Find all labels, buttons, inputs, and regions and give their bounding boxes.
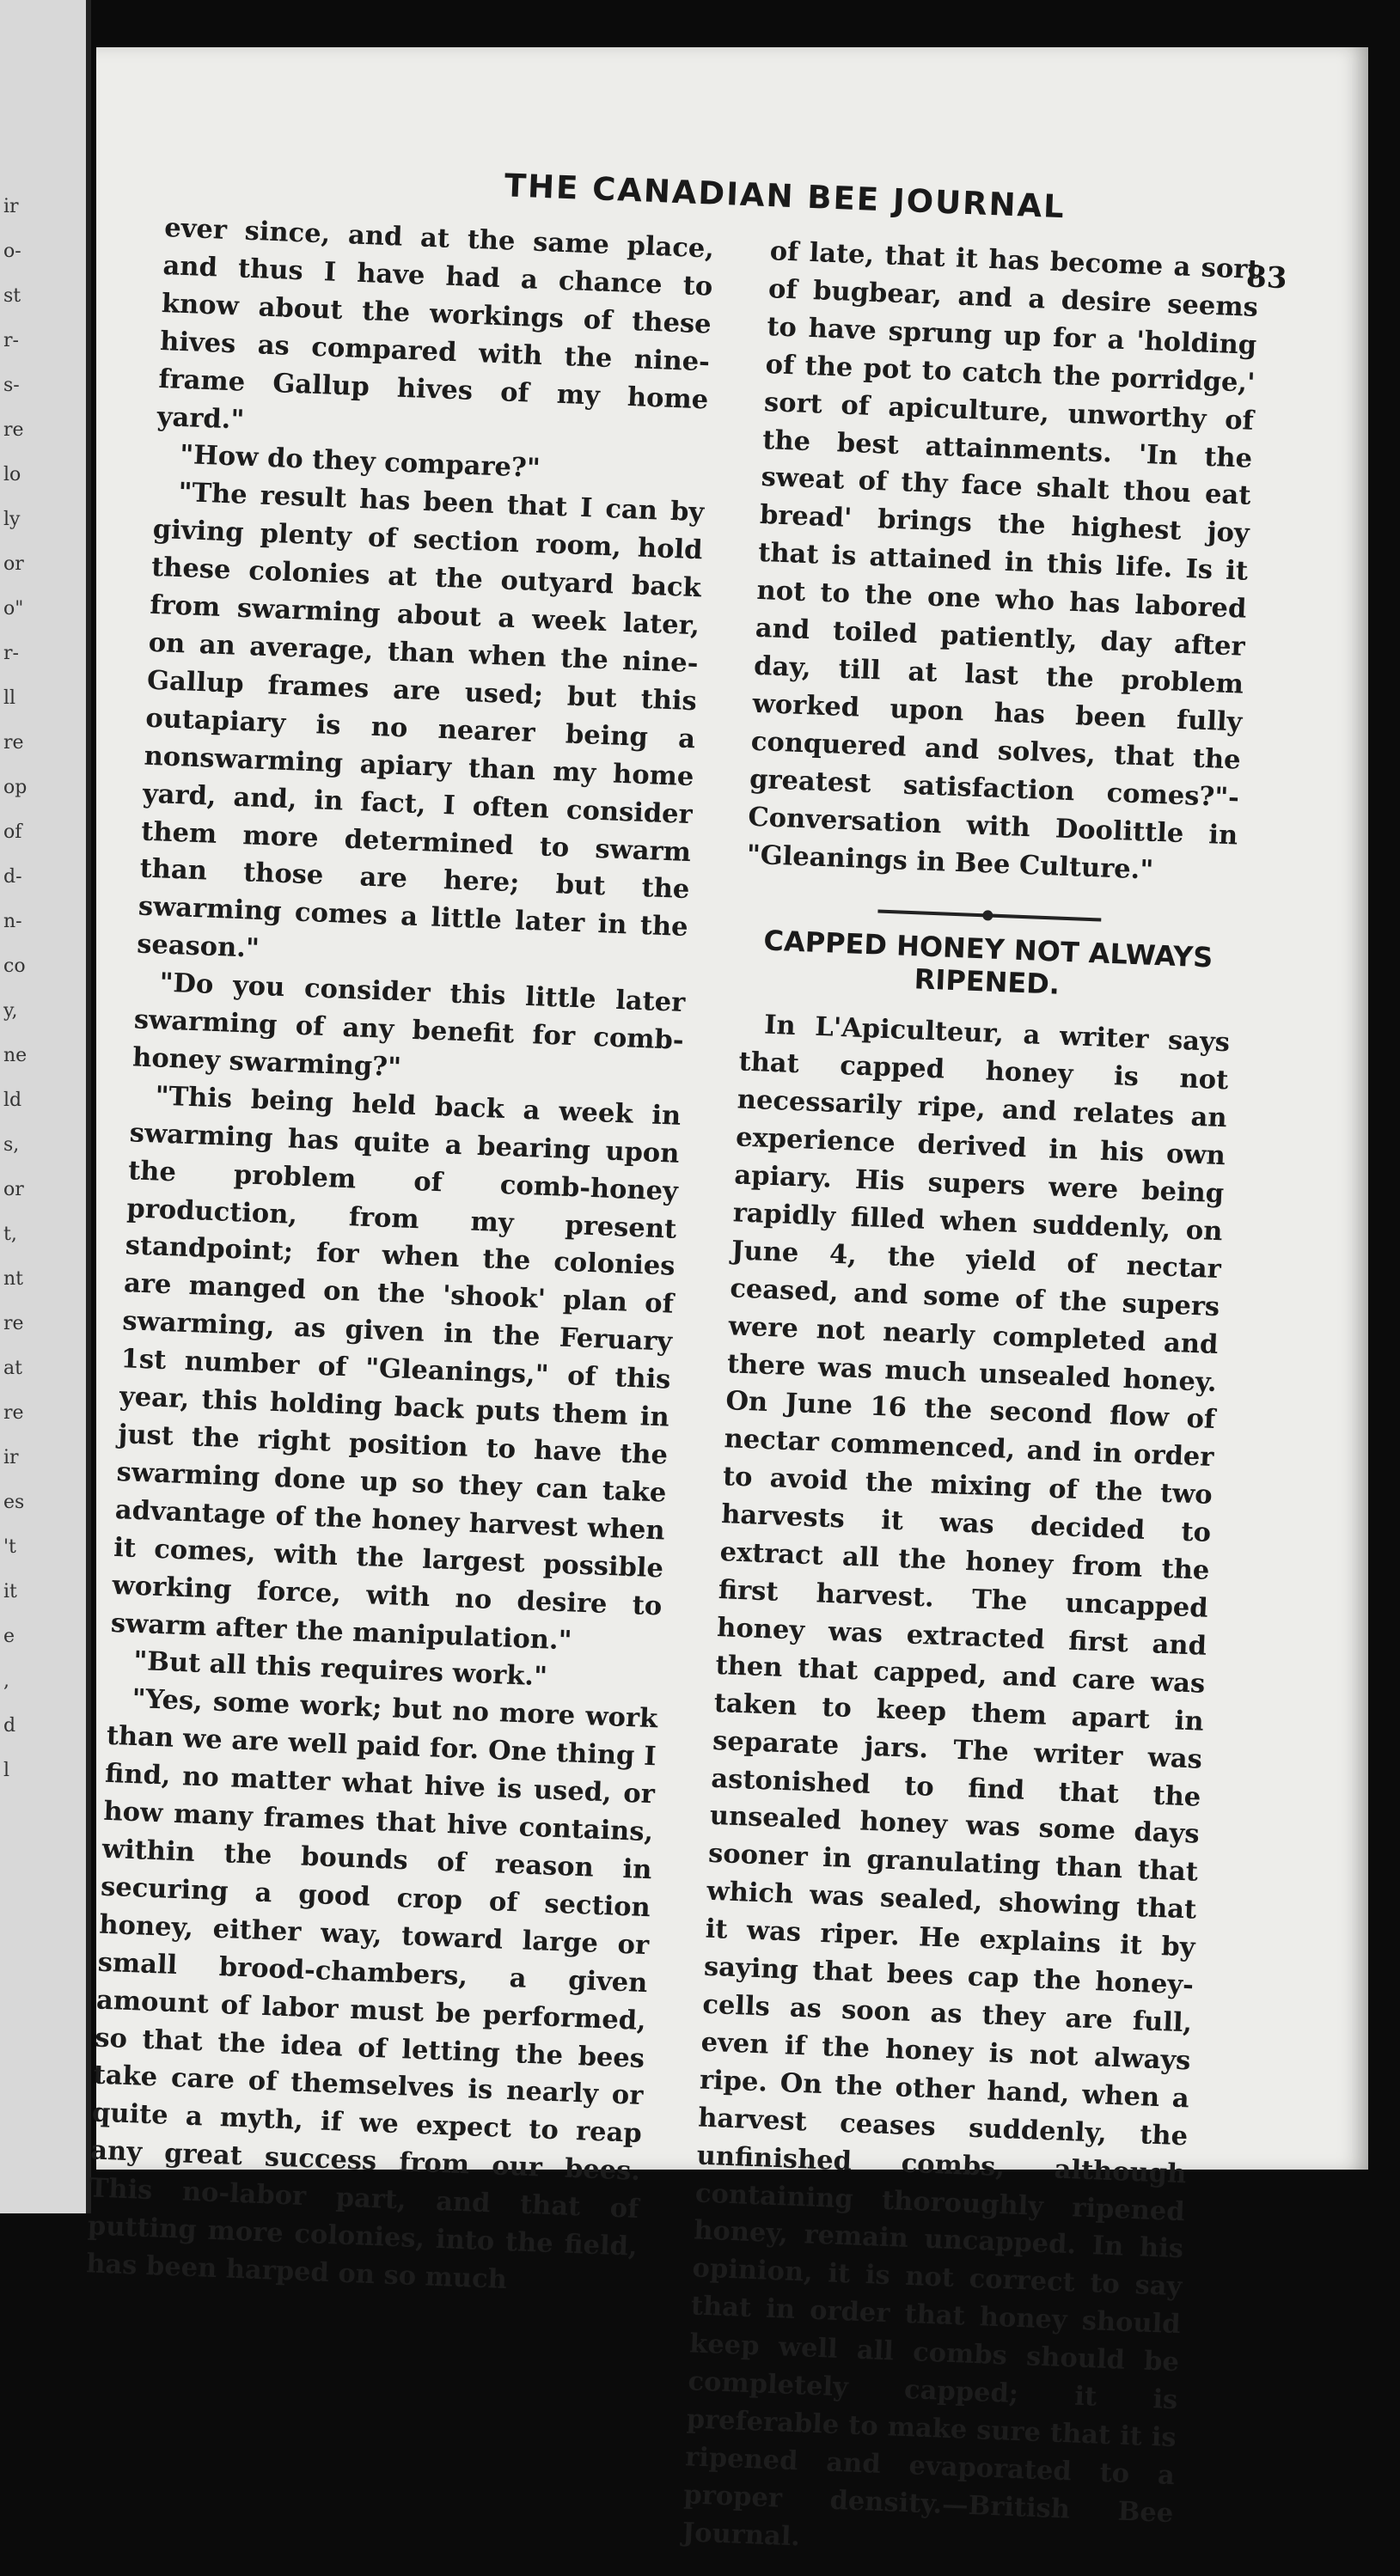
- margin-fragment: re: [3, 1313, 24, 1334]
- paragraph: "Yes, some work; but no more work than we are well paid for. One thing I find, no matter what hive is used, or how many frames that hive contains, within the bounds of reason in securing a good crop of section honey, either way, toward large or small brood-chambers, a given amount of labor must be performed, so that the idea of letting the bees take care of themselves is nearly or quite a myth, if we expect to reap any great success from our bees. This no-labor part, and that of putting more colonies, into the field, has been harped on so much: [85, 1683, 658, 2296]
- margin-fragment: or: [3, 1179, 24, 1200]
- paragraph: "How do they compare?": [179, 439, 541, 485]
- margin-fragment: e: [3, 1626, 15, 1647]
- running-header: THE CANADIAN BEE JOURNAL: [504, 167, 1067, 226]
- paragraph: In L'Apiculteur, a writer says that capped honey is not necessarily ripe, and relates an experience derived in his own apiary. His supers were being rapidly filled when suddenly, on June 4, the yield of nectar ceased, and some of the supers were not nearly completed and there was much unsealed honey. On June 16 the second flow of nectar commenced, and in order to avoid the mixing of the two harvests it was decided to extract all the honey from the first harvest. The uncapped honey was extracted first and then that capped, and care was taken to keep them apart in separate jars. The writer was astonished to find that the unsealed honey was some days sooner in granulating than that which was sealed, showing that it was riper. He explains it by saying that bees cap the honey-cells as soon as they are full, even if the honey is not always ripe. On the other hand, when a harvest ceases suddenly, the unfinished combs, although containing thoroughly ripened honey, remain uncapped. In his opinion, it is not correct to say that in order that honey should keep well all combs should be completely capped; it is preferable to make sure that it is ripened and evaporated to a proper density.—British Bee Journal.: [682, 1009, 1231, 2553]
- right-column: [682, 233, 1260, 2570]
- margin-fragment: l: [3, 1760, 10, 1781]
- margin-fragment: r-: [3, 643, 19, 664]
- margin-fragment: n-: [3, 911, 22, 932]
- margin-fragment: r-: [3, 330, 19, 351]
- paragraph: of late, that it has become a sort of bugbear, and a desire seems to have sprung up for a 'holding of the pot to catch the porridge,' sort of apiculture, unworthy of the best attainments. 'In the sweat of thy face shalt thou eat bread' brings the highest joy that is attained in this life. Is it not to the one who has labored and toiled patiently, day after day, till at last the problem worked upon has been fully conquered and solves, that the greatest satisfaction comes?"-Conversation with Doolittle in "Gleanings in Bee Culture.": [746, 235, 1261, 886]
- margin-fragment: nt: [3, 1268, 24, 1290]
- margin-fragment: lo: [3, 464, 21, 485]
- margin-fragment: s-: [3, 375, 20, 396]
- section-title: CAPPED HONEY NOT ALWAYS RIPENED.: [762, 924, 1214, 1002]
- margin-fragment: ne: [3, 1045, 28, 1066]
- margin-fragment: s,: [3, 1134, 20, 1156]
- margin-fragment: o": [3, 598, 24, 620]
- left-column: [85, 210, 714, 2304]
- margin-fragment: co: [3, 955, 26, 977]
- margin-fragment: t,: [3, 1224, 17, 1245]
- margin-fragment: ly: [3, 509, 21, 530]
- margin-fragment: op: [3, 777, 28, 798]
- margin-fragment: re: [3, 732, 24, 754]
- paragraph: "The result has been that I can by giving plenty of section room, hold these colonies at the outyard back from swarming about a week later, on an average, than when the nine-Gallup frames are used; but this outapiary is no nearer being a nonswarming apiary than my home yard, and, in fact, I often consider them more determined to swarm than those are here; but the swarming comes a little later in the season.": [136, 477, 705, 965]
- page-number: 83: [1245, 259, 1288, 296]
- margin-fragment: ,: [3, 1670, 9, 1692]
- margin-fragment: re: [3, 1402, 24, 1424]
- margin-fragment: ll: [3, 687, 16, 709]
- paragraph: "Do you consider this little later swarming of any benefit for comb-honey swarming?": [131, 967, 686, 1084]
- margin-fragment: ld: [3, 1090, 22, 1111]
- margin-fragment: of: [3, 821, 22, 843]
- margin-fragment: it: [3, 1581, 17, 1602]
- margin-fragment: re: [3, 419, 24, 441]
- journal-page: [85, 47, 1368, 2553]
- margin-fragment: or: [3, 553, 24, 575]
- margin-fragment: st: [3, 285, 21, 307]
- paragraph: ever since, and at the same place, and thus I have had a chance to know about the workings of these hives as compared with the nine-frame Gallup hives of my home yard.": [156, 212, 715, 436]
- section-divider: [877, 910, 1101, 922]
- margin-fragment: ir: [3, 1447, 19, 1468]
- margin-fragment: y,: [3, 1000, 18, 1022]
- margin-fragment: at: [3, 1358, 22, 1379]
- margin-fragment: 't: [3, 1536, 16, 1558]
- paragraph: "But all this requires work.": [132, 1645, 548, 1693]
- margin-fragment: ir: [3, 196, 19, 217]
- margin-fragment: o-: [3, 241, 21, 262]
- margin-fragment: es: [3, 1492, 25, 1513]
- page-content: [48, 23, 1400, 2553]
- margin-fragment: d-: [3, 866, 22, 888]
- margin-fragment: d: [3, 1715, 16, 1737]
- paragraph: "This being held back a week in swarming has quite a bearing upon the problem of comb-honey production, from my present standpoint; for when the colonies are manged on the 'shook' plan of swarming, as given in the Feruary 1st number of "Gleanings," of this year, this holding back puts them in just the right position to have the swarming done up so they can take advantage of the honey harvest when it comes, with the largest possible working force, with no desire to swarm after the manipulation.": [110, 1080, 682, 1656]
